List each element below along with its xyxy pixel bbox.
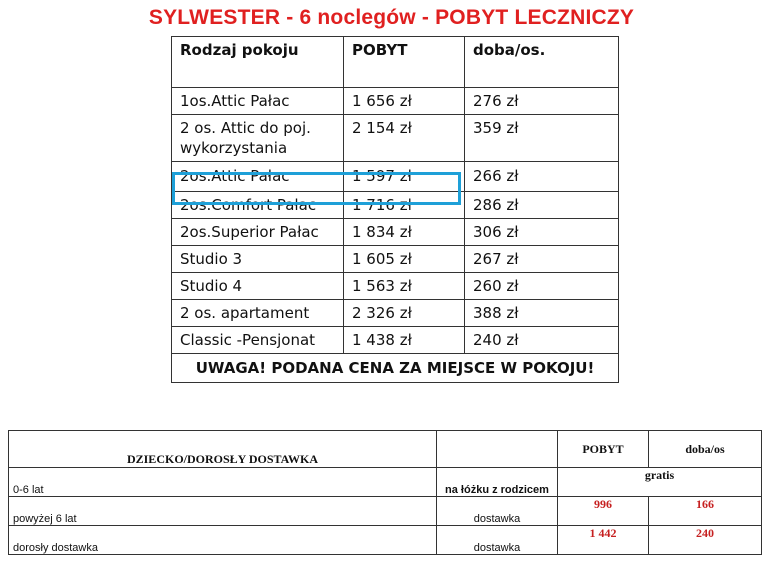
note-row xyxy=(172,354,619,383)
room-name: 1os.Attic Pałac xyxy=(172,88,344,115)
extra-bed-header xyxy=(9,431,762,468)
per-day-price: 359 zł xyxy=(465,115,619,162)
table-row xyxy=(172,246,619,273)
room-name: 2os.Comfort Pałac xyxy=(172,192,344,219)
header-per-day: doba/os xyxy=(649,431,762,468)
table-row xyxy=(172,327,619,354)
per-day-price: 240 zł xyxy=(465,327,619,354)
extra-bed-table xyxy=(8,430,762,555)
page-title: SYLWESTER - 6 noclegów - POBYT LECZNICZY xyxy=(148,6,635,29)
room-name: 2 os. Attic do poj. wykorzystania xyxy=(172,115,344,162)
table-row xyxy=(172,192,619,219)
price-note: UWAGA! PODANA CENA ZA MIEJSCE W POKOJU! xyxy=(172,354,619,383)
age-label: 0-6 lat xyxy=(9,468,437,497)
extra-bed-title: DZIECKO/DOROSŁY DOSTAWKA xyxy=(9,431,437,468)
per-day-price: 276 zł xyxy=(465,88,619,115)
table-row xyxy=(172,219,619,246)
free-price: gratis xyxy=(558,468,762,497)
table-row xyxy=(172,162,619,192)
per-day-price: 260 zł xyxy=(465,273,619,300)
table-row xyxy=(9,468,762,497)
stay-price: 996 xyxy=(558,497,649,526)
price-table xyxy=(171,36,619,383)
room-name: 2 os. apartament xyxy=(172,300,344,327)
stay-price: 1 597 zł xyxy=(344,162,465,192)
table-row xyxy=(172,300,619,327)
room-name: 2os.Attic Pałac xyxy=(172,162,344,192)
per-day-price: 266 zł xyxy=(465,162,619,192)
price-table-header xyxy=(172,37,619,88)
per-day-price: 267 zł xyxy=(465,246,619,273)
stay-price: 2 326 zł xyxy=(344,300,465,327)
per-day-price: 388 zł xyxy=(465,300,619,327)
header-stay: POBYT xyxy=(344,37,465,88)
room-name: Classic -Pensjonat xyxy=(172,327,344,354)
per-day-price: 166 xyxy=(649,497,762,526)
header-per-day: doba/os. xyxy=(465,37,619,88)
stay-price: 2 154 zł xyxy=(344,115,465,162)
table-row xyxy=(9,526,762,555)
table-row xyxy=(172,115,619,162)
stay-price: 1 656 zł xyxy=(344,88,465,115)
bed-type: dostawka xyxy=(437,497,558,526)
age-label: dorosły dostawka xyxy=(9,526,437,555)
empty-header-cell xyxy=(437,431,558,468)
age-label: powyżej 6 lat xyxy=(9,497,437,526)
table-row xyxy=(172,273,619,300)
per-day-price: 306 zł xyxy=(465,219,619,246)
room-name: Studio 3 xyxy=(172,246,344,273)
stay-price: 1 716 zł xyxy=(344,192,465,219)
bed-type: na łóżku z rodzicem xyxy=(437,468,558,497)
stay-price: 1 605 zł xyxy=(344,246,465,273)
table-row xyxy=(9,497,762,526)
per-day-price: 240 xyxy=(649,526,762,555)
stay-price: 1 834 zł xyxy=(344,219,465,246)
header-stay: POBYT xyxy=(558,431,649,468)
room-name: 2os.Superior Pałac xyxy=(172,219,344,246)
stay-price: 1 438 zł xyxy=(344,327,465,354)
table-row xyxy=(172,88,619,115)
per-day-price: 286 zł xyxy=(465,192,619,219)
stay-price: 1 442 xyxy=(558,526,649,555)
bed-type: dostawka xyxy=(437,526,558,555)
header-room-type: Rodzaj pokoju xyxy=(172,37,344,88)
room-name: Studio 4 xyxy=(172,273,344,300)
stay-price: 1 563 zł xyxy=(344,273,465,300)
